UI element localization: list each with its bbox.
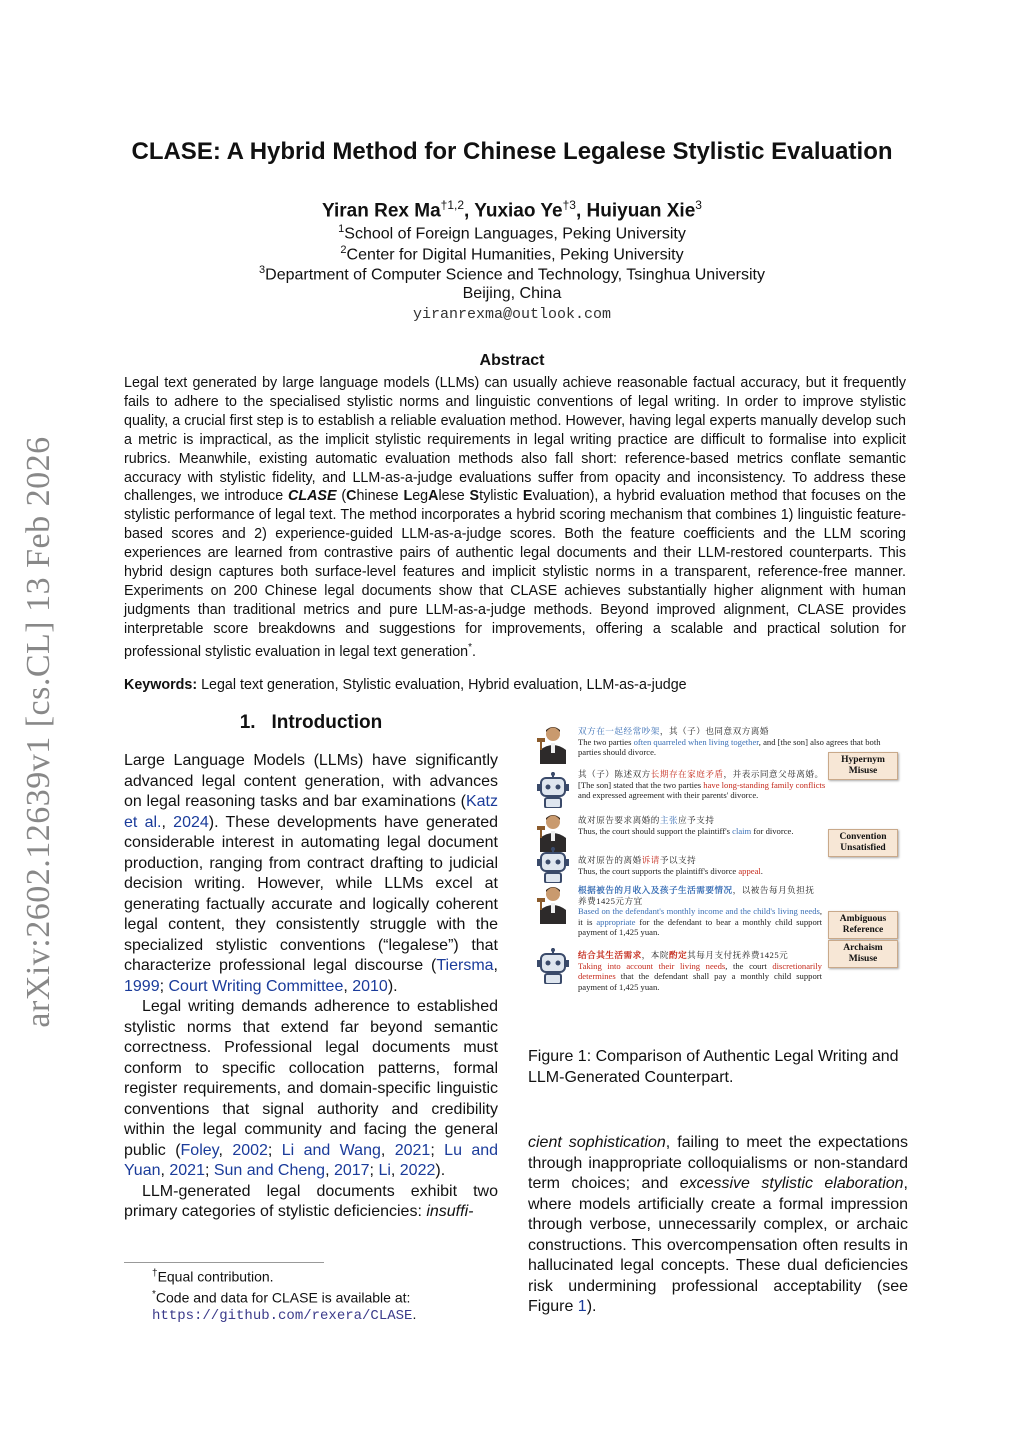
author-1: Yiran Rex Ma — [322, 200, 441, 222]
arxiv-stamp: arXiv:2602.12639v1 [cs.CL] 13 Feb 2026 — [20, 436, 57, 1028]
author-1-sup: †1,2 — [440, 198, 464, 212]
cite-tiersma-year[interactable]: 1999 — [124, 977, 160, 995]
paper-title: CLASE: A Hybrid Method for Chinese Legalese Stylistic Evaluation — [131, 138, 893, 165]
tag-hypernym-misuse: Hypernym Misuse — [828, 752, 898, 780]
figure-1 — [530, 722, 910, 1022]
cite-katz[interactable]: Katz et al. — [124, 793, 498, 831]
cite-foley-year[interactable]: 2002 — [232, 1141, 268, 1159]
right-column — [528, 1133, 908, 1318]
footnotes — [124, 1265, 502, 1325]
abstract-heading: Abstract — [479, 352, 545, 369]
intro-paragraph-2: Legal writing demands adherence to established stylistic norms that extend far beyond semantic correctness. Professional legal documents must conform to specific collocation patterns, formal register requirements, and domain-specific linguistic conventions that signal authority and credibility within the legal community and facing the general public (Foley, 2002; Li and Wang, 2021; Lu and Yuan, 2021; Sun and Cheng, 2017; Li, 2022). — [124, 998, 499, 1179]
figure-row-2: 其（子）陈述双方长期存在家庭矛盾，并表示同意父母离婚。 [The son] stated that the two parties have long-standing family conflicts and expressed agreement with their parents' divorce. — [578, 769, 826, 800]
footnote-rule — [124, 1262, 324, 1263]
abstract-body: Legal text generated by large language models (LLMs) can usually achieve reasonable factual accuracy, but it frequently fails to adhere to the specialised stylistic norms and linguistic conventions of legal writing. In order to improve stylistic quality, a crucial first step is to establish a reliable evaluation method. However, having legal experts manually develop such a metric is impractical, as the implicit stylistic requirements in legal writing practice are difficult to formalise into explicit rubrics. Meanwhile, existing automatic evaluation methods also fall short: reference-based metrics conflate semantic accuracy with stylistic fidelity, and LLM-as-a-judge evaluations suffer from opacity and inconsistency. To address these challenges, we introduce CLASE (Chinese LegAlese Stylistic Evaluation), a hybrid evaluation method that focuses on the stylistic performance of legal text. The method incorporates a hybrid scoring mechanism that combines 1) linguistic feature-based scores and 2) experience-guided LLM-as-a-judge scores. Both the feature coefficients and the LLM scoring experiences are learned from contrastive pairs of authentic legal documents and their LLM-restored counterparts. This hybrid design captures both surface-level features and implicit stylistic norms in a transparent, reference-free manner. Experiments on 200 Chinese legal documents show that CLASE achieves substantially higher alignment with human judgments than traditional metrics and pure LLM-as-a-judge methods. Beyond improved alignment, CLASE provides interpretable score breakdowns and suggestions for improvements, offering a scalable and practical solution for professional stylistic evaluation in legal text generation*. — [124, 375, 907, 660]
cite-court[interactable]: Court Writing Committee — [168, 977, 344, 995]
figure-row-5: 根据被告的月收入及孩子生活需要情况，以被告每月负担抚养费1425元方宜 Based on the defendant's monthly income and the child's living needs, it is appropriate for the defendant to bear a monthly child support payment of 1,425 yuan. — [578, 885, 822, 937]
robot-icon — [536, 948, 570, 984]
keywords-label: Keywords: — [124, 677, 198, 693]
figure-row-3: 故对原告要求离婚的主张应予支持 Thus, the court should support the plaintiff's claim for divorce. — [578, 815, 794, 836]
judge-icon — [536, 884, 570, 924]
email-link[interactable]: yiranrexma@outlook.com — [412, 306, 612, 323]
cite-sun[interactable]: Sun and Cheng — [213, 1162, 326, 1179]
figure-1-caption: Figure 1: Comparison of Authentic Legal Writing and LLM-Generated Counterpart. — [528, 1048, 899, 1086]
affiliation-1: $^1$School of Foreign Languages, Peking University — [338, 223, 686, 243]
tag-convention-unsatisfied: Convention Unsatisfied — [828, 829, 898, 857]
author-3-sup: 3 — [695, 198, 702, 212]
clase-name: CLASE — [288, 488, 337, 505]
cite-liwang[interactable]: Li and Wang — [281, 1141, 381, 1159]
author-3: Huiyuan Xie — [586, 200, 696, 222]
cite-court-year[interactable]: 2010 — [352, 977, 388, 995]
tag-ambiguous-reference: Ambiguous Reference — [828, 911, 898, 939]
intro-paragraph-3: LLM-generated legal documents exhibit two primary categories of stylistic deficiencies: insuffi- — [124, 1182, 498, 1220]
cite-luyuan-year[interactable]: 2021 — [169, 1162, 205, 1179]
footnote-1: †Equal contribution. — [152, 1268, 274, 1285]
footnote-ref-star: * — [468, 641, 473, 653]
cite-li[interactable]: Li — [378, 1162, 391, 1179]
cite-katz-year[interactable]: 2024 — [173, 813, 209, 831]
figure-1-ref[interactable]: 1 — [577, 1298, 587, 1315]
intro-paragraph-1: Large Language Models (LLMs) have significantly advanced legal content generation, with advances on legal reasoning tasks and bar examinations (Katz et al., 2024). These developments have generated considerable interest in automating legal document production, ranging from contract drafting to judicial decision writing. However, while LLMs excel at generating factually accurate and logically coherent legal content, they consistently struggle with the specialized stylistic conventions (“legalese”) that characterize professional legal discourse (Tiersma, 1999; Court Writing Committee, 2010). — [124, 752, 499, 995]
section-heading-introduction: 1. Introduction — [239, 712, 383, 733]
location: Beijing, China — [462, 285, 562, 302]
author-2-sup: †3 — [562, 198, 576, 212]
cite-tiersma[interactable]: Tiersma — [436, 957, 494, 974]
left-column — [124, 751, 498, 1223]
figure-row-1: 双方在一起经常吵架，其（子）也同意双方离婚 The two parties often quarreled when living together, and [the son] also agrees that both parties should divorce. — [578, 726, 881, 757]
judge-icon — [536, 724, 570, 764]
figure-row-6: 结合其生活需求，本院酌定其每月支付抚养费1425元 Taking into account their living needs, the court discretionarily determines that the defendant shall pay a monthly child support payment of 1,425 yuan. — [578, 950, 822, 992]
intro-paragraph-3-continued: cient sophistication, failing to meet the expectations through inappropriate colloquialisms or non-standard term choices; and excessive stylistic elaboration, where models artificially create a formal impression through verbose, unnecessarily complex, or archaic constructions. This overcompensation often results in hallucinated legal concepts. These dual deficiencies risk undermining professional acceptability (see Figure 1). — [528, 1134, 909, 1315]
github-link[interactable]: https://github.com/rexera/CLASE — [152, 1308, 413, 1325]
tag-archaism-misuse: Archaism Misuse — [828, 940, 898, 968]
cite-li-year[interactable]: 2022 — [399, 1162, 436, 1179]
author-2: Yuxiao Ye — [474, 200, 563, 222]
cite-sun-year[interactable]: 2017 — [333, 1162, 370, 1179]
judge-icon — [536, 812, 570, 852]
robot-icon — [536, 772, 570, 808]
cite-liwang-year[interactable]: 2021 — [394, 1141, 431, 1159]
cite-luyuan[interactable]: Lu and Yuan — [124, 1141, 499, 1179]
affiliation-3: $^3$Department of Computer Science and Technology, Tsinghua University — [259, 264, 765, 284]
figure-row-4: 故对原告的离婚诉请予以支持 Thus, the court supports the plaintiff's divorce appeal. — [578, 855, 763, 876]
footnote-2: *Code and data for CLASE is available at: https://github.com/rexera/CLASE. — [152, 1288, 417, 1325]
author-list: Yiran Rex Ma$^{\dagger 1,2}$, Yuxiao Ye$^{\dagger 3}$, Huiyuan Xie$^3$ — [322, 198, 702, 222]
affiliation-2: $^2$Center for Digital Humanities, Peking University — [340, 244, 684, 264]
cite-foley[interactable]: Foley — [180, 1141, 219, 1159]
robot-icon — [536, 847, 570, 883]
keywords: Keywords: Legal text generation, Stylistic evaluation, Hybrid evaluation, LLM-as-a-judge — [124, 677, 687, 693]
